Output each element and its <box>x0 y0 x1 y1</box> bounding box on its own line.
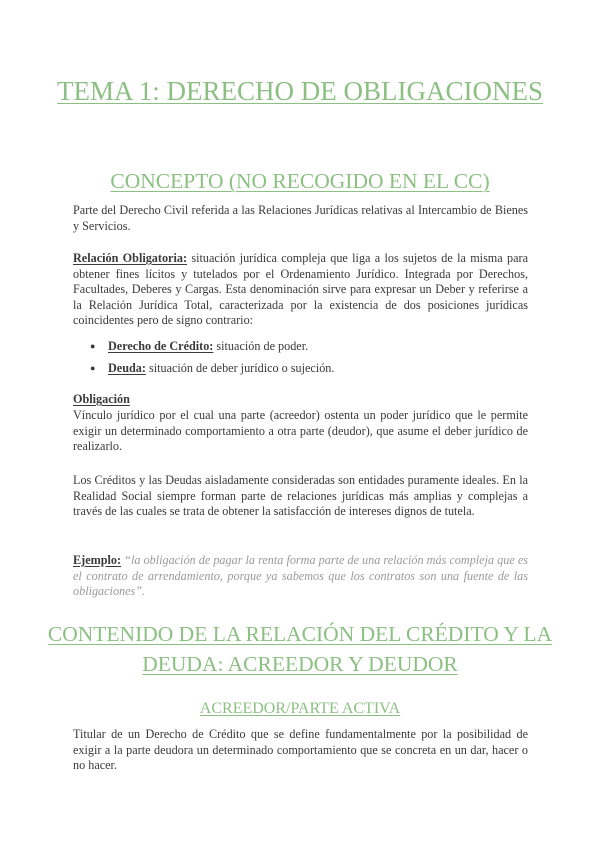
bullet-label: Deuda: <box>108 361 146 375</box>
section-heading-concepto: CONCEPTO (NO RECOGIDO EN EL CC) <box>110 169 490 193</box>
ejemplo-paragraph <box>73 553 528 600</box>
obligacion-heading: Obligación <box>73 392 130 406</box>
bullet-text: situación de deber jurídico o sujeción. <box>148 361 335 375</box>
list-item <box>90 339 528 355</box>
acreedor-paragraph: Titular de un Derecho de Crédito que se define fundamentalmente por la posibilidad de exigir a la parte deudora un determinado comportamiento que se concreta en un dar, hacer o no hacer. <box>73 727 528 773</box>
ejemplo-text: “la obligación de pagar la renta forma parte de una relación más compleja que es el contrato de arrendamiento, porque ya sabemos que los contratos son una fuente de las obligaciones”. <box>73 553 528 599</box>
relacion-label: Relación Obligatoria: <box>73 251 188 265</box>
relacion-paragraph <box>73 251 528 329</box>
relacion-text: situación jurídica compleja que liga a los sujetos de la misma para obtener fines lícitos y tutelados por el Ordenamiento Jurídico. Integrada por Derechos, Facultades, Deberes y Cargas. Esta denominación sirve para expresar un Deber y referirse a la Relación Jurídica Total, caracterizada por la existencia de dos posiciones jurídicas coincidentes pero de signo contrario: <box>73 251 529 328</box>
page-title: TEMA 1: DERECHO DE OBLIGACIONES <box>57 76 543 106</box>
bullet-label: Derecho de Crédito: <box>108 339 214 353</box>
creditos-paragraph: Los Créditos y las Deudas aisladamente consideradas son entidades puramente ideales. En la Realidad Social siempre forman parte de relaciones jurídicas más amplias y complejas a través de las cuales se trata de obtener la satisfacción de intereses dignos de tutela. <box>73 473 528 519</box>
bullet-text: situación de poder. <box>216 339 309 353</box>
obligacion-paragraph: Vínculo jurídico por el cual una parte (acreedor) ostenta un poder jurídico que le permite exigir un determinado comportamiento a otra parte (deudor), que asume el deber jurídico de realizarlo. <box>73 408 528 454</box>
section-heading-contenido: CONTENIDO DE LA RELACIÓN DEL CRÉDITO Y LA DEUDA: ACREEDOR Y DEUDOR <box>47 622 553 676</box>
intro-paragraph: Parte del Derecho Civil referida a las Relaciones Jurídicas relativas al Intercambio de Bienes y Servicios. <box>73 203 528 233</box>
bullet-icon: ● <box>90 363 96 373</box>
bullet-icon: ● <box>90 341 96 351</box>
obligacion-label <box>73 392 528 408</box>
subsection-heading-acreedor: ACREEDOR/PARTE ACTIVA <box>199 700 401 717</box>
ejemplo-label: Ejemplo: <box>73 553 122 567</box>
list-item <box>90 361 528 377</box>
